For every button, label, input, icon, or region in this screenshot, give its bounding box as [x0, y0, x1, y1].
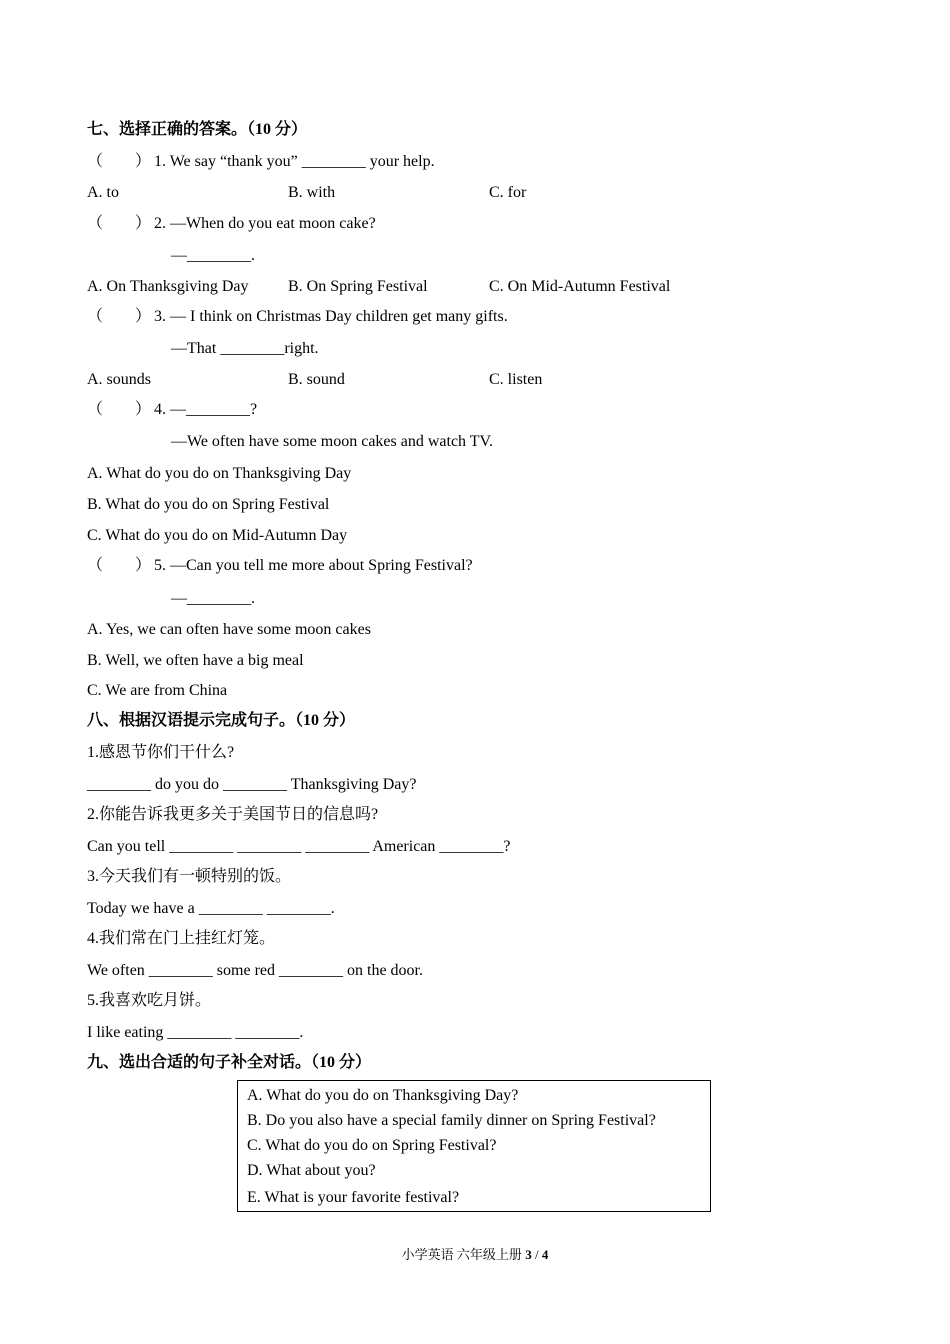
s8-blank-4[interactable]: We often ________ some red ________ on the door. [87, 962, 423, 979]
dialogue-option-d: D. What about you? [247, 1162, 376, 1179]
q1-option-c: C. for [489, 184, 527, 201]
q4-option-c: C. What do you do on Mid-Autumn Day [87, 527, 348, 544]
q3-option-a: A. sounds [87, 371, 152, 388]
section-7-heading: 七、选择正确的答案。（10 分） [87, 121, 308, 138]
dialogue-option-e: E. What is your favorite festival? [247, 1189, 460, 1206]
s8-blank-1[interactable]: ________ do you do ________ Thanksgiving Day? [87, 776, 417, 793]
answer-paren-q1[interactable]: （ ） [87, 153, 152, 170]
dialogue-option-a: A. What do you do on Thanksgiving Day? [247, 1087, 519, 1104]
q3-option-b: B. sound [288, 371, 345, 388]
s8-prompt-4: 4.我们常在门上挂红灯笼。 [87, 930, 276, 947]
dialogue-options-box [237, 1080, 711, 1212]
page-footer [0, 1246, 950, 1264]
page-total: 4 [541, 1247, 549, 1262]
question-1-text: 1. We say “thank you” ________ your help. [154, 153, 435, 170]
q4-answer-line: —We often have some moon cakes and watch TV. [171, 433, 494, 450]
q2-option-b: B. On Spring Festival [288, 278, 428, 295]
q3-option-c: C. listen [489, 371, 543, 388]
page-separator: / [534, 1247, 539, 1262]
question-5-text: 5. —Can you tell me more about Spring Festival? [154, 557, 473, 574]
answer-paren-q3[interactable]: （ ） [87, 308, 152, 325]
q1-option-a: A. to [87, 184, 119, 201]
q4-option-b: B. What do you do on Spring Festival [87, 496, 330, 513]
answer-paren-q4[interactable]: （ ） [87, 401, 152, 418]
section-8-heading: 八、根据汉语提示完成句子。（10 分） [87, 712, 356, 729]
s8-blank-2[interactable]: Can you tell ________ ________ ________ American ________? [87, 838, 511, 855]
q1-option-b: B. with [288, 184, 336, 201]
page-number: 3 [525, 1247, 532, 1262]
answer-paren-q2[interactable]: （ ） [87, 215, 152, 232]
s8-blank-3[interactable]: Today we have a ________ ________. [87, 900, 335, 917]
s8-blank-5[interactable]: I like eating ________ ________. [87, 1024, 304, 1041]
footer-label: 小学英语 六年级上册 [401, 1247, 522, 1262]
q5-answer-line: —________. [171, 590, 255, 607]
q2-answer-line: —________. [171, 247, 255, 264]
section-9-heading: 九、选出合适的句子补全对话。（10 分） [87, 1054, 372, 1071]
q5-option-a: A. Yes, we can often have some moon cakes [87, 621, 371, 638]
q2-option-a: A. On Thanksgiving Day [87, 278, 249, 295]
question-3-text: 3. — I think on Christmas Day children get many gifts. [154, 308, 508, 325]
q3-answer-line: —That ________right. [171, 340, 319, 357]
s8-prompt-2: 2.你能告诉我更多关于美国节日的信息吗? [87, 806, 379, 823]
question-2-text: 2. —When do you eat moon cake? [154, 215, 376, 232]
q5-option-c: C. We are from China [87, 682, 228, 699]
q4-option-a: A. What do you do on Thanksgiving Day [87, 465, 352, 482]
s8-prompt-5: 5.我喜欢吃月饼。 [87, 992, 212, 1009]
q5-option-b: B. Well, we often have a big meal [87, 652, 304, 669]
dialogue-option-c: C. What do you do on Spring Festival? [247, 1137, 497, 1154]
q2-option-c: C. On Mid-Autumn Festival [489, 278, 671, 295]
answer-paren-q5[interactable]: （ ） [87, 557, 152, 574]
question-4-text: 4. —________? [154, 401, 258, 418]
s8-prompt-1: 1.感恩节你们干什么? [87, 744, 235, 761]
dialogue-option-b: B. Do you also have a special family dinner on Spring Festival? [247, 1112, 656, 1129]
s8-prompt-3: 3.今天我们有一顿特别的饭。 [87, 868, 292, 885]
